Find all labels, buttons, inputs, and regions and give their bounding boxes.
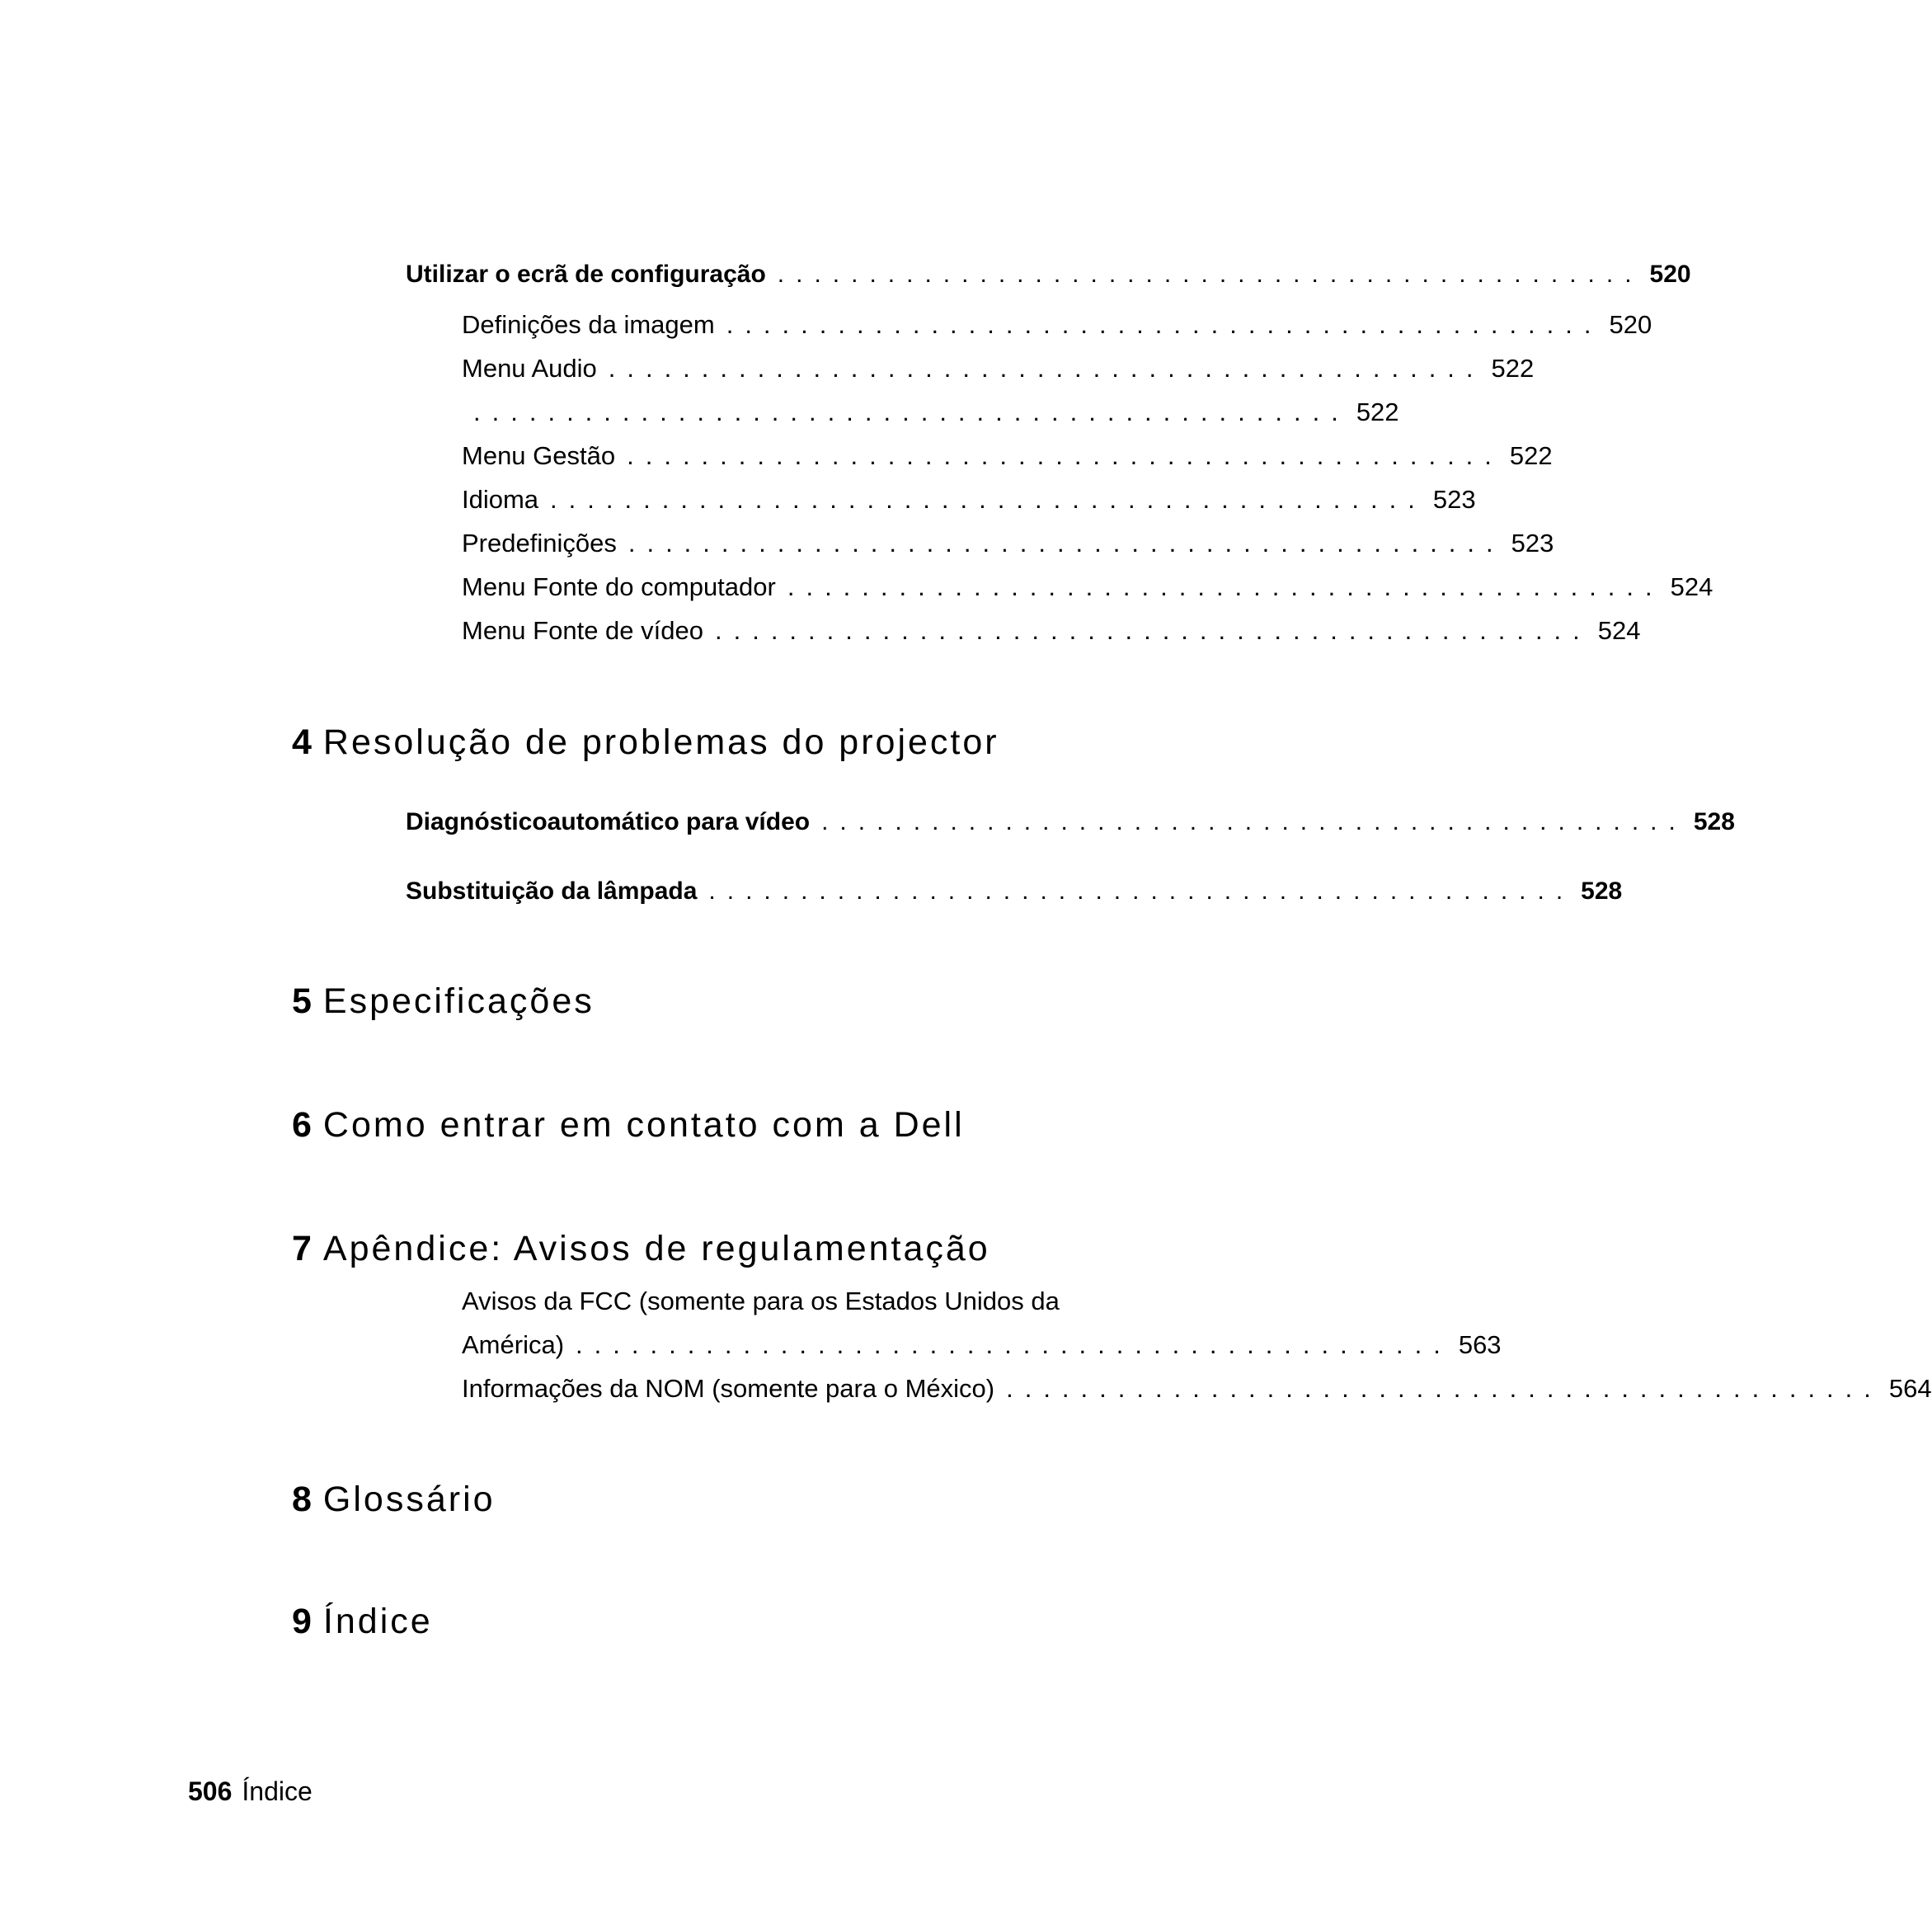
chapter-number: 7 xyxy=(292,1229,312,1268)
toc-entry[interactable] xyxy=(462,529,1554,558)
toc-entry-continued[interactable] xyxy=(462,1287,1060,1316)
toc-entry[interactable] xyxy=(406,808,1735,836)
toc-entry-page: 523 xyxy=(1432,485,1476,514)
toc-entry[interactable] xyxy=(462,616,1641,646)
toc-entry-label: Substituição da lâmpada xyxy=(406,877,698,905)
toc-entry[interactable] xyxy=(462,441,1553,471)
leader-dots: ............................................... xyxy=(473,398,1350,426)
leader-dots: ............................................... xyxy=(608,354,1485,383)
chapter-heading[interactable] xyxy=(292,1105,965,1146)
chapter-title: Resolução de problemas do projector xyxy=(322,722,999,762)
toc-entry-label: Avisos da FCC (somente para os Estados Unidos da xyxy=(462,1287,1060,1315)
chapter-title: Apêndice: Avisos de regulamentação xyxy=(322,1229,990,1268)
chapter-number: 9 xyxy=(292,1602,312,1641)
toc-entry[interactable] xyxy=(406,261,1691,289)
footer-page-number: 506 xyxy=(188,1776,233,1806)
toc-entry-page: 564 xyxy=(1888,1374,1932,1403)
chapter-heading[interactable] xyxy=(292,1602,433,1642)
chapter-heading[interactable] xyxy=(292,981,595,1022)
leader-dots: ............................................... xyxy=(787,572,1664,601)
toc-entry[interactable] xyxy=(462,485,1476,515)
toc-entry[interactable] xyxy=(406,877,1623,906)
toc-entry-label: Idioma xyxy=(462,485,539,514)
toc-entry-page: 522 xyxy=(1491,354,1535,383)
chapter-heading[interactable] xyxy=(292,1229,990,1269)
chapter-heading[interactable] xyxy=(292,1480,496,1520)
toc-entry-page: 523 xyxy=(1511,529,1554,558)
toc-entry-page: 524 xyxy=(1597,616,1641,645)
chapter-title: Como entrar em contato com a Dell xyxy=(322,1105,965,1145)
toc-entry-label: Diagnósticoautomático para vídeo xyxy=(406,808,811,835)
toc-entry-label: Predefinições xyxy=(462,529,617,558)
toc-entry-label: Definições da imagem xyxy=(462,310,715,339)
toc-entry-label: América) xyxy=(462,1330,565,1359)
chapter-title: Especificações xyxy=(322,981,595,1021)
chapter-number: 6 xyxy=(292,1105,312,1145)
leader-dots: ............................................... xyxy=(726,310,1603,339)
leader-dots: ............................................... xyxy=(550,485,1427,514)
toc-entry-label: Menu Fonte do computador xyxy=(462,572,776,601)
leader-dots: ............................................... xyxy=(1006,1374,1883,1403)
footer-section: Índice xyxy=(242,1776,313,1806)
toc-entry[interactable] xyxy=(462,572,1713,602)
toc-entry[interactable] xyxy=(462,1330,1502,1360)
leader-dots: ............................................... xyxy=(777,261,1643,288)
toc-entry-page: 522 xyxy=(1356,398,1399,426)
page-footer xyxy=(188,1776,313,1807)
chapter-heading[interactable] xyxy=(292,722,999,763)
leader-dots: ............................................... xyxy=(627,441,1503,470)
toc-entry-page: 520 xyxy=(1649,261,1691,288)
chapter-number: 8 xyxy=(292,1480,312,1519)
toc-entry-label: Informações da NOM (somente para o México) xyxy=(462,1374,995,1403)
toc-entry[interactable] xyxy=(462,354,1535,383)
leader-dots: ............................................... xyxy=(628,529,1505,558)
toc-entry-label: Menu Gestão xyxy=(462,441,616,470)
toc-entry-page: 528 xyxy=(1693,808,1735,835)
chapter-number: 4 xyxy=(292,722,312,762)
toc-entry[interactable] xyxy=(462,398,1399,427)
leader-dots: ............................................... xyxy=(576,1330,1452,1359)
chapter-number: 5 xyxy=(292,981,312,1021)
toc-entry-label: Menu Audio xyxy=(462,354,597,383)
leader-dots: ............................................... xyxy=(821,808,1687,835)
toc-entry-label: Utilizar o ecrã de configuração xyxy=(406,261,766,288)
toc-entry-label: Menu Fonte de vídeo xyxy=(462,616,703,645)
toc-entry-page: 563 xyxy=(1458,1330,1502,1359)
toc-entry[interactable] xyxy=(462,1374,1932,1404)
leader-dots: ............................................... xyxy=(708,877,1575,905)
toc-entry-page: 522 xyxy=(1509,441,1553,470)
toc-entry-page: 528 xyxy=(1581,877,1623,905)
toc-entry-page: 520 xyxy=(1609,310,1652,339)
leader-dots: ............................................... xyxy=(714,616,1591,645)
chapter-title: Índice xyxy=(322,1602,433,1641)
toc-entry[interactable] xyxy=(462,310,1652,340)
toc-entry-page: 524 xyxy=(1670,572,1713,601)
chapter-title: Glossário xyxy=(322,1480,496,1519)
